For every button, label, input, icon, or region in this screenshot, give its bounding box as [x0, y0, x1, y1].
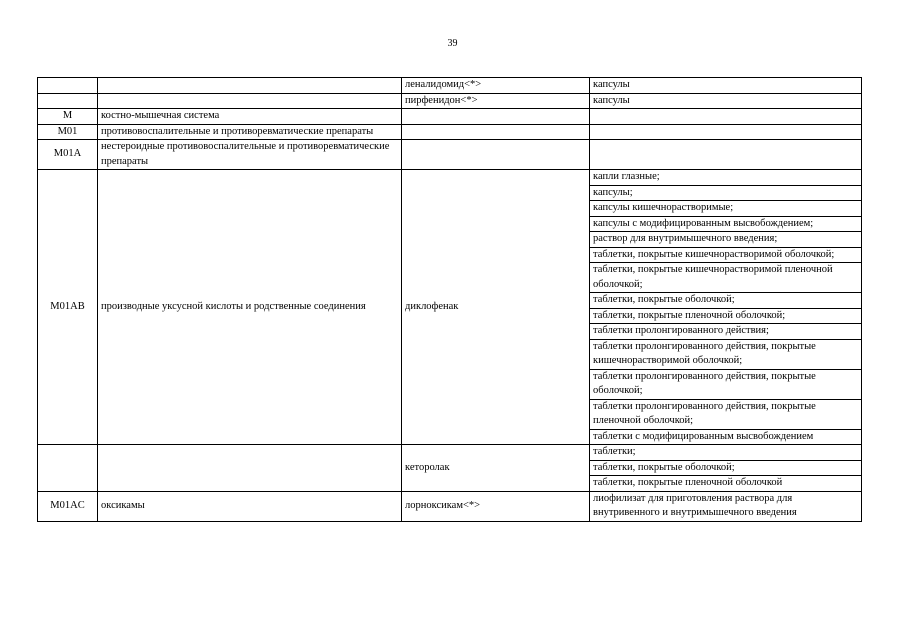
form-cell: капсулы [590, 78, 862, 94]
table-row [38, 78, 862, 94]
form-cell: капсулы с модифицированным высвобождением; [590, 216, 862, 232]
code-cell [38, 93, 98, 109]
form-cell: таблетки, покрытые пленочной оболочкой; [590, 308, 862, 324]
code-cell: M [38, 109, 98, 125]
group-cell [98, 445, 402, 492]
form-cell: капсулы кишечнорастворимые; [590, 201, 862, 217]
drug-cell [402, 109, 590, 125]
form-cell: таблетки, покрытые оболочкой; [590, 293, 862, 309]
drug-cell: лорноксикам<*> [402, 491, 590, 521]
drug-cell [402, 140, 590, 170]
form-cell: капли глазные; [590, 170, 862, 186]
form-cell: таблетки; [590, 445, 862, 461]
form-cell [590, 124, 862, 140]
group-cell: костно-мышечная система [98, 109, 402, 125]
table-row [38, 109, 862, 125]
form-cell: таблетки пролонгированного действия; [590, 324, 862, 340]
group-cell: производные уксусной кислоты и родственные соединения [98, 170, 402, 445]
form-cell: капсулы [590, 93, 862, 109]
table-row [38, 140, 862, 170]
form-cell: таблетки, покрытые кишечнорастворимой оболочкой; [590, 247, 862, 263]
group-cell: нестероидные противовоспалительные и противоревматические препараты [98, 140, 402, 170]
form-cell: таблетки, покрытые кишечнорастворимой пленочной оболочкой; [590, 263, 862, 293]
form-cell: лиофилизат для приготовления раствора для внутривенного и внутримышечного введения [590, 491, 862, 521]
code-cell: M01AC [38, 491, 98, 521]
drug-cell: леналидомид<*> [402, 78, 590, 94]
drug-cell: кеторолак [402, 445, 590, 492]
group-cell [98, 93, 402, 109]
form-cell: капсулы; [590, 185, 862, 201]
group-cell [98, 78, 402, 94]
form-cell: таблетки пролонгированного действия, покрытые пленочной оболочкой; [590, 399, 862, 429]
page-number: 39 [447, 38, 458, 49]
table-row [38, 491, 862, 521]
form-cell: таблетки пролонгированного действия, покрытые кишечнорастворимой оболочкой; [590, 339, 862, 369]
form-cell [590, 109, 862, 125]
form-cell: таблетки пролонгированного действия, покрытые оболочкой; [590, 369, 862, 399]
form-cell: таблетки с модифицированным высвобождением [590, 429, 862, 445]
code-cell: M01A [38, 140, 98, 170]
code-cell: M01 [38, 124, 98, 140]
form-cell: таблетки, покрытые пленочной оболочкой [590, 476, 862, 492]
drug-cell: диклофенак [402, 170, 590, 445]
form-cell [590, 140, 862, 170]
table-row [38, 93, 862, 109]
form-cell: таблетки, покрытые оболочкой; [590, 460, 862, 476]
table-row [38, 445, 862, 461]
table-row [38, 170, 862, 186]
drug-cell: пирфенидон<*> [402, 93, 590, 109]
form-cell: раствор для внутримышечного введения; [590, 232, 862, 248]
code-cell [38, 445, 98, 492]
code-cell [38, 78, 98, 94]
code-cell: M01AB [38, 170, 98, 445]
group-cell: оксикамы [98, 491, 402, 521]
drug-register-table [37, 77, 862, 522]
group-cell: противовоспалительные и противоревматические препараты [98, 124, 402, 140]
drug-cell [402, 124, 590, 140]
table-row [38, 124, 862, 140]
